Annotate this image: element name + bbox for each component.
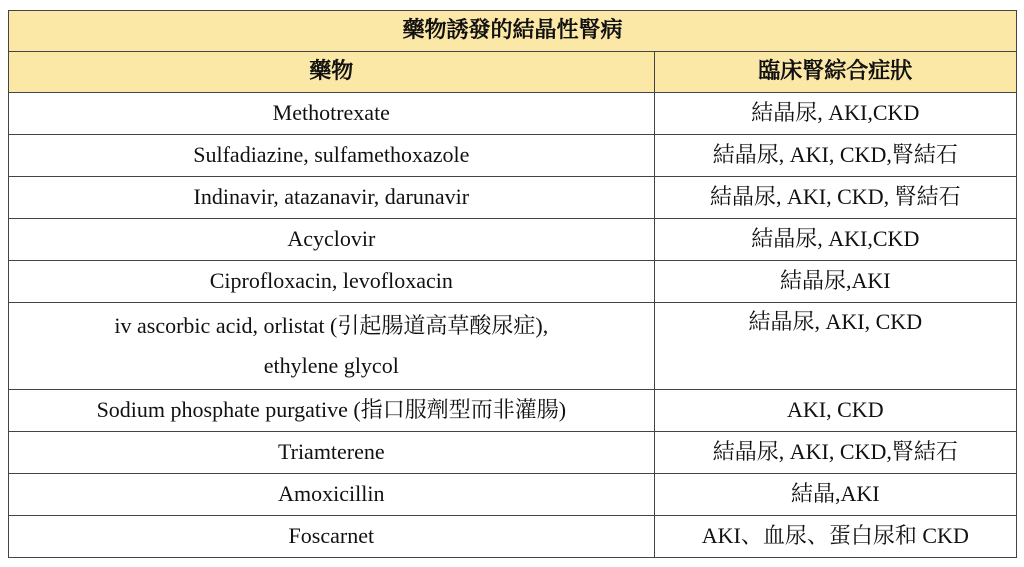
drug-cell: Acyclovir: [9, 219, 655, 261]
table-title-row: [9, 11, 1017, 52]
table-row: [9, 432, 1017, 474]
drug-cell: Ciprofloxacin, levofloxacin: [9, 261, 655, 303]
syndrome-cell: 結晶尿, AKI, CKD,腎結石: [654, 432, 1016, 474]
table-row: [9, 93, 1017, 135]
syndrome-cell: AKI、血尿、蛋白尿和 CKD: [654, 516, 1016, 558]
drug-cell: Sulfadiazine, sulfamethoxazole: [9, 135, 655, 177]
drug-cell: [9, 303, 655, 390]
drug-cell-line-2: ethylene glycol: [263, 353, 399, 378]
syndrome-cell: 結晶尿, AKI, CKD: [654, 303, 1016, 390]
column-header-syndrome: 臨床腎綜合症狀: [654, 52, 1016, 93]
drug-cell: Methotrexate: [9, 93, 655, 135]
syndrome-cell: 結晶尿, AKI, CKD,腎結石: [654, 135, 1016, 177]
crystal-nephropathy-table-container: [8, 10, 1017, 558]
syndrome-cell: 結晶尿,AKI: [654, 261, 1016, 303]
drug-cell-line-1: iv ascorbic acid, orlistat (引起腸道高草酸尿症),: [114, 313, 549, 338]
table-row: [9, 474, 1017, 516]
table-row: [9, 303, 1017, 390]
drug-cell: Indinavir, atazanavir, darunavir: [9, 177, 655, 219]
syndrome-cell: 結晶,AKI: [654, 474, 1016, 516]
syndrome-cell: 結晶尿, AKI,CKD: [654, 93, 1016, 135]
drug-cell: Sodium phosphate purgative (指口服劑型而非灌腸): [9, 390, 655, 432]
table-row: [9, 390, 1017, 432]
drug-cell: Foscarnet: [9, 516, 655, 558]
column-header-drug: 藥物: [9, 52, 655, 93]
syndrome-cell: AKI, CKD: [654, 390, 1016, 432]
drug-cell: Amoxicillin: [9, 474, 655, 516]
table-row: [9, 219, 1017, 261]
syndrome-cell: 結晶尿, AKI,CKD: [654, 219, 1016, 261]
table-row: [9, 135, 1017, 177]
syndrome-cell: 結晶尿, AKI, CKD, 腎結石: [654, 177, 1016, 219]
table-title: 藥物誘發的結晶性腎病: [9, 11, 1017, 52]
table-row: [9, 261, 1017, 303]
crystal-nephropathy-table: [8, 10, 1017, 558]
table-row: [9, 177, 1017, 219]
table-header-row: [9, 52, 1017, 93]
table-row: [9, 516, 1017, 558]
drug-cell: Triamterene: [9, 432, 655, 474]
